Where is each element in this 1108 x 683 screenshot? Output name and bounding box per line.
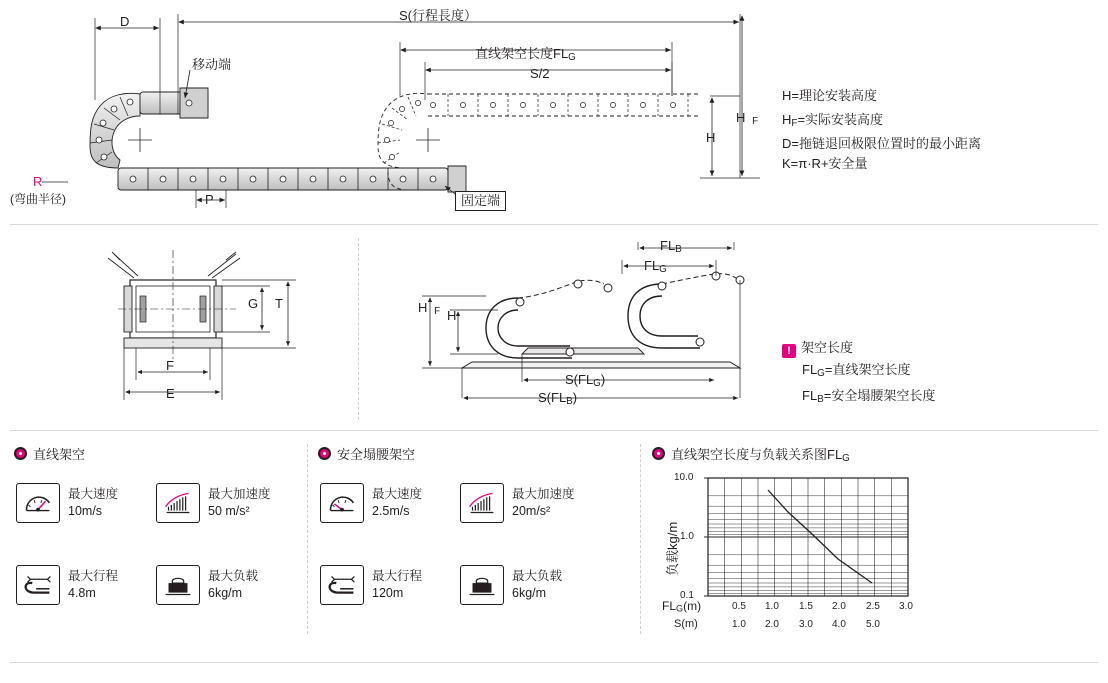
section-title-chart-pre: 直线架空长度与负载关系图FL	[671, 447, 843, 462]
bottom-divider-1	[307, 444, 308, 634]
dim-label-flg-text: 直线架空长度FL	[475, 46, 569, 61]
dim-label-s-stroke: S(行程長度）	[399, 8, 478, 23]
spec-value-max-accel-1: 50 m/s²	[208, 504, 250, 518]
separator-bottom	[10, 662, 1098, 663]
chart-ytick-01: 0.1	[680, 590, 694, 601]
load-icon-2	[460, 565, 504, 605]
sv-label-s-flg-sub: G	[593, 377, 601, 389]
bullet-icon-3	[652, 447, 665, 460]
chart-ytick-10: 10.0	[674, 472, 694, 483]
chart-xtick2-3: 4.0	[832, 619, 846, 630]
callout-radius-note: (弯曲半径)	[10, 192, 66, 206]
legend-line-hf	[782, 110, 981, 134]
legend-line-k	[782, 154, 981, 174]
mid-notes-line2-post: =安全塌腰架空长度	[823, 387, 936, 403]
chart-xtick-1: 1.0	[765, 601, 779, 612]
dim-label-flg-sub: G	[568, 51, 576, 63]
chart-ylabel: 负载kg/m	[665, 521, 680, 576]
sv-label-hf	[414, 300, 443, 319]
cs-label-e: E	[166, 386, 175, 401]
mid-vertical-divider	[358, 238, 359, 420]
sv-label-flg-sub: G	[659, 263, 667, 275]
dim-label-hf-text: H	[733, 110, 749, 125]
legend-k-pre: K	[782, 155, 791, 171]
sv-label-s-flb-pre: S(FL	[538, 390, 567, 405]
spec-label-max-speed-2: 最大速度	[372, 487, 423, 501]
spec-max-speed-1	[16, 483, 118, 523]
acceleration-icon-2	[460, 483, 504, 523]
top-legend	[782, 86, 981, 174]
spec-value-max-speed-1: 10m/s	[68, 504, 103, 518]
acceleration-icon	[156, 483, 200, 523]
spec-value-max-stroke-1: 4.8m	[68, 586, 96, 600]
spec-label-max-stroke-2: 最大行程	[372, 569, 423, 583]
chart-xtick-3: 2.0	[832, 601, 846, 612]
chart-xtick2-1: 2.0	[765, 619, 779, 630]
chart-xtick-5: 3.0	[899, 601, 913, 612]
mid-notes-line2	[782, 385, 935, 411]
legend-hf-pre: H	[782, 111, 792, 127]
sv-label-flg-text: FL	[644, 258, 660, 273]
chart-xtick-0: 0.5	[732, 601, 746, 612]
sv-label-h-text: H	[444, 308, 460, 323]
legend-line-h	[782, 86, 981, 110]
sv-label-hf-text: H	[415, 300, 431, 315]
spec-label-max-speed-1: 最大速度	[68, 487, 119, 501]
chart-xlabel-flg-text: FL	[662, 599, 677, 613]
spec-label-max-accel-1: 最大加速度	[208, 487, 271, 501]
separator-mid	[10, 430, 1098, 431]
side-view-drawing	[400, 236, 770, 424]
warning-icon: !	[782, 344, 796, 358]
chart-xlabel-s: S(m)	[674, 618, 698, 630]
cs-label-t: T	[275, 296, 283, 311]
sv-label-flb	[660, 238, 682, 256]
bullet-icon	[14, 447, 27, 460]
callout-moving-end: 移动端	[192, 57, 232, 72]
stroke-icon	[16, 565, 60, 605]
sv-label-flb-sub: B	[675, 243, 682, 255]
chart-xtick2-4: 5.0	[866, 619, 880, 630]
mid-notes	[782, 337, 935, 411]
chart-xtick2-2: 3.0	[799, 619, 813, 630]
stroke-icon-2	[320, 565, 364, 605]
sv-label-flb-text: FL	[660, 238, 676, 253]
load-chart	[660, 466, 960, 636]
legend-hf-post: =实际安装高度	[797, 111, 884, 127]
chart-xlabel-flg-sub: G	[676, 603, 684, 614]
dim-label-p: P	[205, 192, 214, 207]
spec-max-accel-2	[460, 483, 575, 523]
spec-text-max-stroke-1	[68, 568, 118, 602]
spec-label-max-stroke-1: 最大行程	[68, 569, 119, 583]
chart-xlabel-flg	[662, 599, 701, 615]
dim-label-h-text: H	[703, 130, 719, 145]
spec-label-max-accel-2: 最大加速度	[512, 487, 575, 501]
spec-value-max-accel-2: 20m/s²	[512, 504, 551, 518]
spec-text-max-load-2	[512, 568, 562, 602]
legend-hf-sub: F	[791, 117, 798, 129]
dim-label-s-half: S/2	[530, 66, 550, 81]
spec-value-max-stroke-2: 120m	[372, 586, 404, 600]
separator-top	[10, 224, 1098, 225]
cs-label-f: F	[166, 358, 174, 373]
load-icon	[156, 565, 200, 605]
section-header-chart	[652, 444, 850, 464]
mid-notes-title-text: 架空长度	[801, 340, 854, 355]
mid-notes-line1	[782, 359, 935, 385]
spec-label-max-load-1: 最大负载	[208, 569, 259, 583]
spec-text-max-speed-2	[372, 486, 422, 520]
top-diagram-drawing	[0, 0, 790, 228]
sv-label-s-flb-sub: B	[566, 395, 573, 407]
spec-max-load-1	[156, 565, 258, 605]
chart-xtick-2: 1.5	[799, 601, 813, 612]
callout-radius-r: R	[33, 174, 43, 189]
mid-notes-line1-sub: G	[817, 367, 825, 379]
section-title-chart-sub: G	[842, 452, 850, 464]
spec-text-max-speed-1	[68, 486, 118, 520]
sv-label-s-flg	[565, 372, 605, 390]
section-header-straight	[14, 444, 85, 463]
spec-value-max-load-1: 6kg/m	[208, 586, 243, 600]
legend-d-post: =拖链退回极限位置时的最小距离	[791, 135, 981, 151]
chart-xtick2-0: 1.0	[732, 619, 746, 630]
bullet-icon-2	[318, 447, 331, 460]
sv-label-s-flb	[538, 390, 577, 408]
dim-label-d: D	[120, 14, 130, 29]
sv-label-flg	[644, 258, 667, 276]
spec-max-stroke-2	[320, 565, 422, 605]
dim-label-h	[702, 130, 718, 145]
speedometer-icon	[16, 483, 60, 523]
mid-notes-title	[782, 337, 935, 359]
dim-label-hf-sub: F	[749, 115, 761, 127]
dim-label-hf	[732, 110, 761, 129]
spec-value-max-load-2: 6kg/m	[512, 586, 547, 600]
dim-label-flg	[475, 46, 576, 64]
chart-xtick-4: 2.5	[866, 601, 880, 612]
callout-fixed-end-text: 固定端	[461, 193, 501, 208]
mid-notes-line1-pre: FL	[802, 362, 818, 377]
spec-max-stroke-1	[16, 565, 118, 605]
callout-fixed-end	[455, 191, 506, 211]
chart-xlabel-flg-unit: (m)	[683, 599, 702, 613]
sv-label-hf-sub: F	[431, 305, 443, 317]
mid-notes-line1-post: =直线架空长度	[824, 362, 911, 377]
spec-text-max-accel-1	[208, 486, 271, 520]
bottom-divider-2	[640, 444, 641, 634]
legend-d-pre: D	[782, 135, 792, 151]
speedometer-icon-2	[320, 483, 364, 523]
spec-max-accel-1	[156, 483, 271, 523]
legend-line-d	[782, 134, 981, 154]
sv-label-s-flb-end: )	[572, 390, 578, 405]
spec-max-speed-2	[320, 483, 422, 523]
spec-label-max-load-2: 最大负载	[512, 569, 563, 583]
cross-section-drawing	[90, 240, 358, 420]
section-title-chart	[671, 444, 850, 464]
section-title-straight: 直线架空	[33, 447, 86, 462]
legend-h-post: =理论安装高度	[791, 88, 877, 103]
legend-k-post: =π·R+安全量	[790, 155, 868, 171]
section-title-safety: 安全塌腰架空	[337, 447, 416, 462]
mid-notes-line2-sub: B	[817, 393, 824, 405]
spec-text-max-stroke-2	[372, 568, 422, 602]
sv-label-s-flg-pre: S(FL	[565, 372, 594, 387]
spec-value-max-speed-2: 2.5m/s	[372, 504, 410, 518]
spec-text-max-accel-2	[512, 486, 575, 520]
cs-label-g: G	[248, 296, 259, 311]
legend-h-pre: H	[782, 88, 792, 103]
section-header-safety	[318, 444, 415, 463]
spec-max-load-2	[460, 565, 562, 605]
sv-label-h	[443, 308, 459, 323]
chart-ytick-1: 1.0	[680, 531, 694, 542]
sv-label-s-flg-end: )	[600, 372, 606, 387]
mid-notes-line2-pre: FL	[802, 387, 818, 403]
spec-text-max-load-1	[208, 568, 258, 602]
